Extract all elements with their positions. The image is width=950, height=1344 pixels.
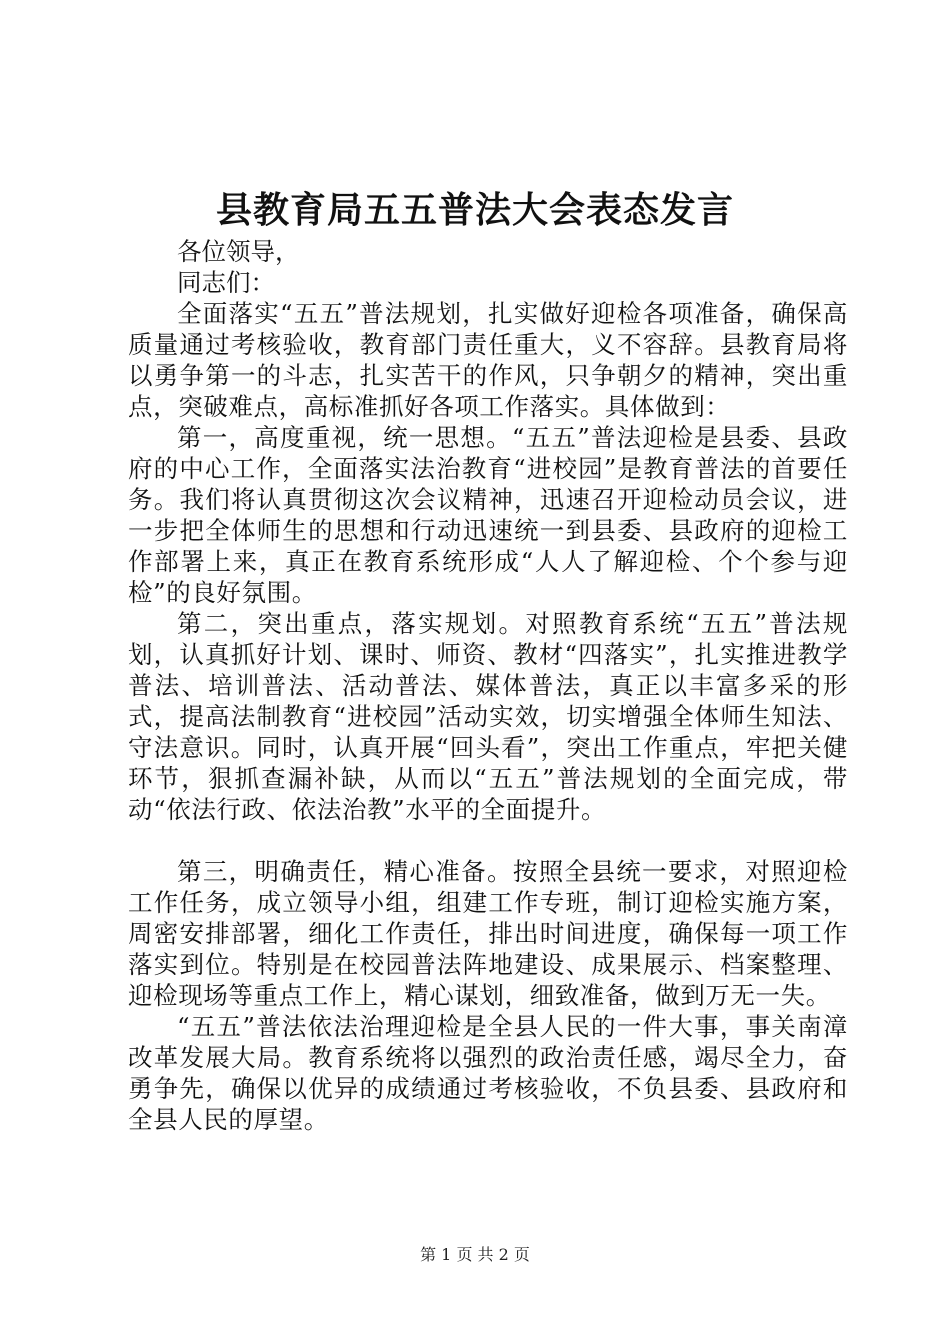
- paragraph-second-point: 第二，突出重点，落实规划。对照教育系统“五五”普法规划，认真抓好计划、课时、师资、教材“四落实”，扎实推进教学普法、培训普法、活动普法、媒体普法，真正以丰富多采的形式，提高法制教育“进校园”活动实效，切实增强全体师生知法、守法意识。同时，认真开展“回头看”，突出工作重点，牢把关健环节，狠抓查漏补缺，从而以“五五”普法规划的全面完成，带动“依法行政、依法治教”水平的全面提升。: [128, 609, 848, 824]
- paragraph-conclusion: “五五”普法依法治理迎检是全县人民的一件大事，事关南漳改革发展大局。教育系统将以强烈的政治责任感，竭尽全力，奋勇争先，确保以优异的成绩通过考核验收，不负县委、县政府和全县人民的厚望。: [128, 1012, 848, 1134]
- paragraph-third-point: 第三，明确责任，精心准备。按照全县统一要求，对照迎检工作任务，成立领导小组，组建工作专班，制订迎检实施方案，周密安排部署，细化工作责任，排出时间进度，确保每一项工作落实到位。特别是在校园普法阵地建设、成果展示、档案整理、迎检现场等重点工作上，精心谋划，细致准备，做到万无一失。: [128, 857, 848, 1010]
- page-number-footer: 第 1 页 共 2 页: [420, 1245, 530, 1264]
- paragraph-first-point: 第一，高度重视，统一思想。“五五”普法迎检是县委、县政府的中心工作，全面落实法治教育“进校园”是教育普法的首要任务。我们将认真贯彻这次会议精神，迅速召开迎检动员会议，进一步把全体师生的思想和行动迅速统一到县委、县政府的迎检工作部署上来，真正在教育系统形成“人人了解迎检、个个参与迎检”的良好氛围。: [128, 423, 848, 607]
- salutation-leaders: 各位领导，: [177, 237, 300, 266]
- paragraph-intro: 全面落实“五五”普法规划，扎实做好迎检各项准备，确保高质量通过考核验收，教育部门责任重大，义不容辞。县教育局将以勇争第一的斗志，扎实苦干的作风，只争朝夕的精神，突出重点，突破难点，高标准抓好各项工作落实。具体做到：: [128, 299, 848, 421]
- salutation-comrades: 同志们：: [177, 268, 275, 297]
- document-body: [128, 236, 848, 1135]
- page-title: 县教育局五五普法大会表态发言: [215, 189, 734, 231]
